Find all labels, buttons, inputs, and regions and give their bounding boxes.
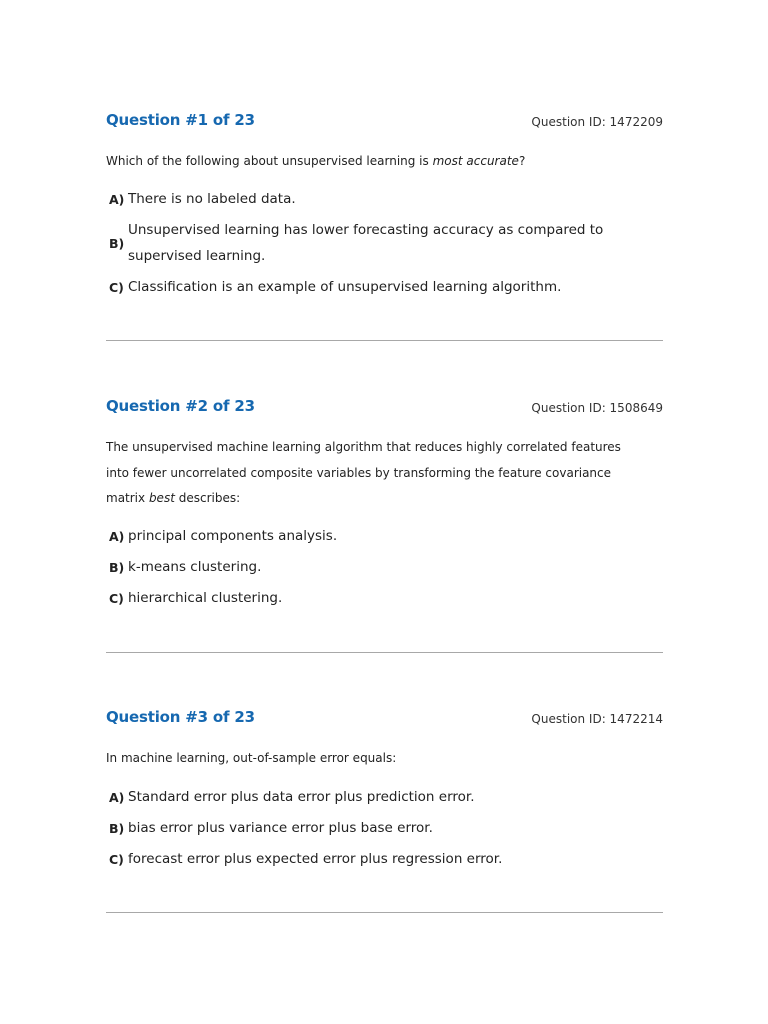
choice-letter: A) xyxy=(109,790,125,805)
question-stem xyxy=(106,435,646,512)
choice-text: k-means clustering. xyxy=(128,559,262,575)
answer-choice-c[interactable] xyxy=(106,847,663,873)
question-id: Question ID: 1472214 xyxy=(531,712,663,726)
choice-letter: C) xyxy=(109,591,124,606)
question-stem xyxy=(106,746,646,772)
stem-text-end: ? xyxy=(518,154,526,168)
stem-text: The unsupervised machine learning algorithm that reduces highly correlated features into fewer uncorrelated composite variables by transforming the feature covariance matrix xyxy=(106,440,621,505)
choice-text: There is no labeled data. xyxy=(128,191,296,207)
answer-choice-b[interactable] xyxy=(106,555,663,581)
choice-letter: A) xyxy=(109,529,125,544)
answer-choice-a[interactable] xyxy=(106,785,663,811)
choice-letter: C) xyxy=(109,279,124,295)
question-divider xyxy=(106,652,663,653)
choice-text: principal components analysis. xyxy=(128,528,338,544)
answer-choice-b[interactable] xyxy=(106,218,663,269)
choice-letter: A) xyxy=(109,192,125,207)
choice-letter: C) xyxy=(109,852,124,867)
question-title: Question #1 of 23 xyxy=(106,111,255,129)
choice-text: Classification is an example of unsupervised learning algorithm. xyxy=(128,278,562,295)
choice-text: hierarchical clustering. xyxy=(128,590,283,606)
stem-text-end: describes: xyxy=(174,491,241,505)
choice-text: Unsupervised learning has lower forecasting accuracy as compared to supervised learning. xyxy=(128,222,604,264)
answer-choices xyxy=(106,187,663,306)
choice-text: Standard error plus data error plus prediction error. xyxy=(128,789,475,805)
choice-letter: B) xyxy=(109,821,125,836)
answer-choice-a[interactable] xyxy=(106,187,663,213)
choice-text: bias error plus variance error plus base error. xyxy=(128,820,433,836)
choice-text: forecast error plus expected error plus regression error. xyxy=(128,851,503,867)
question-title: Question #3 of 23 xyxy=(106,708,255,726)
question-stem xyxy=(106,149,646,175)
answer-choice-c[interactable] xyxy=(106,586,663,612)
question-id: Question ID: 1472209 xyxy=(531,115,663,129)
choice-letter: B) xyxy=(109,560,125,575)
stem-text: Which of the following about unsupervised learning is xyxy=(106,154,433,168)
answer-choice-a[interactable] xyxy=(106,524,663,550)
question-divider xyxy=(106,340,663,341)
answer-choices xyxy=(106,785,663,878)
answer-choice-b[interactable] xyxy=(106,816,663,842)
stem-emphasis: most accurate xyxy=(432,154,519,168)
question-title: Question #2 of 23 xyxy=(106,397,255,415)
question-id: Question ID: 1508649 xyxy=(531,401,663,415)
stem-text: In machine learning, out-of-sample error equals: xyxy=(106,751,397,765)
answer-choice-c[interactable] xyxy=(106,275,663,301)
question-divider xyxy=(106,912,663,913)
answer-choices xyxy=(106,524,663,617)
stem-emphasis: best xyxy=(148,491,175,505)
choice-letter: B) xyxy=(109,235,125,251)
